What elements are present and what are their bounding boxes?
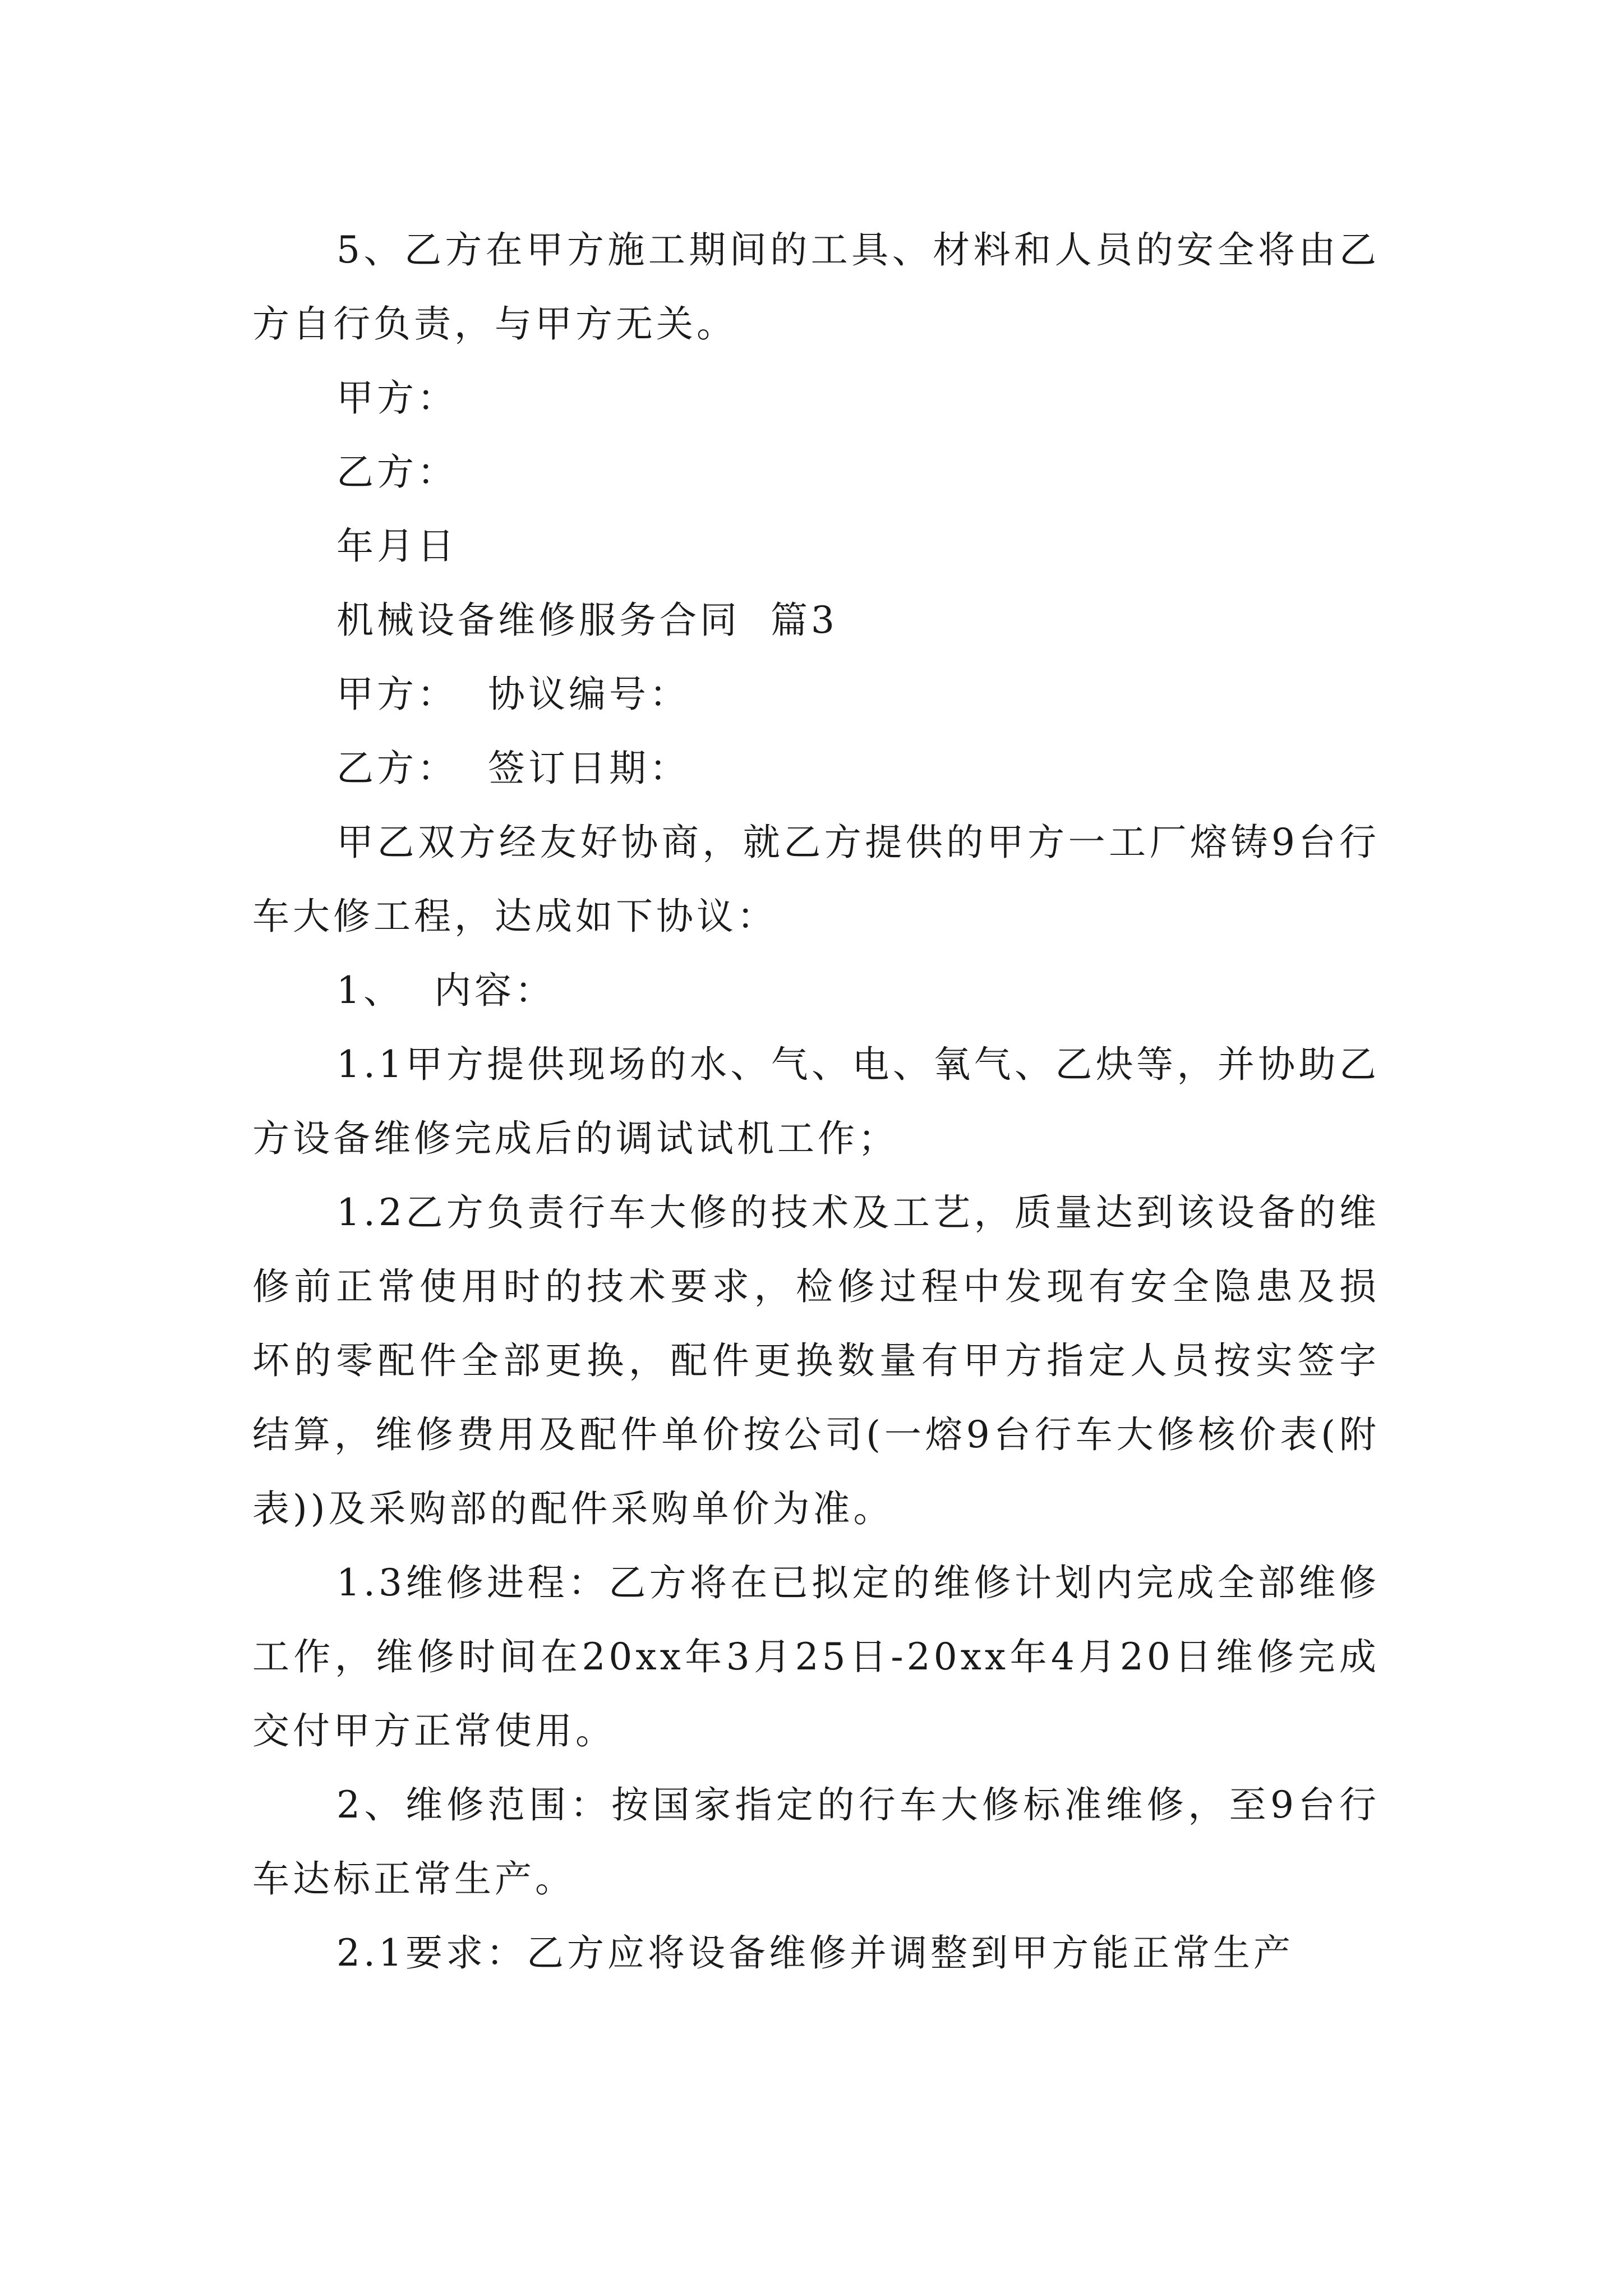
clause-2-1-paragraph: 2.1要求：乙方应将设备维修并调整到甲方能正常生产 (336, 1931, 1294, 1975)
document-page (252, 213, 1380, 1990)
preamble-paragraph: 甲乙双方经友好协商，就乙方提供的甲方一工厂熔铸9台行车大修工程，达成如下协议： (252, 821, 1380, 938)
contract-title: 机械设备维修服务合同 篇3 (336, 599, 838, 642)
section-2-paragraph: 2、维修范围：按国家指定的行车大修标准维修，至9台行车达标正常生产。 (252, 1783, 1380, 1901)
party-b-label: 乙方： (336, 450, 458, 494)
clause-1-2-paragraph: 1.2乙方负责行车大修的技术及工艺，质量达到该设备的维修前正常使用时的技术要求，检修过程中发现有安全隐患及损坏的零配件全部更换，配件更换数量有甲方指定人员按实签字结算，维修费用及配件单价按公司(一熔9台行车大修核价表(附表))及采购部的配件采购单价为准。 (252, 1191, 1380, 1530)
date-line: 年月日 (336, 524, 458, 568)
clause-1-3-paragraph: 1.3维修进程：乙方将在已拟定的维修计划内完成全部维修工作，维修时间在20xx年3月25日-20xx年4月20日维修完成交付甲方正常使用。 (252, 1561, 1380, 1752)
section-1-heading: 1、 内容： (336, 969, 555, 1012)
party-b-signing-date-line: 乙方： 签订日期： (336, 747, 690, 790)
party-a-label: 甲方： (336, 376, 458, 420)
clause-1-1-paragraph: 1.1甲方提供现场的水、气、电、氧气、乙炔等，并协助乙方设备维修完成后的调试试机工作； (252, 1043, 1380, 1160)
clause-5-paragraph: 5、乙方在甲方施工期间的工具、材料和人员的安全将由乙方自行负责，与甲方无关。 (252, 228, 1380, 346)
party-a-agreement-number-line: 甲方： 协议编号： (336, 673, 690, 716)
